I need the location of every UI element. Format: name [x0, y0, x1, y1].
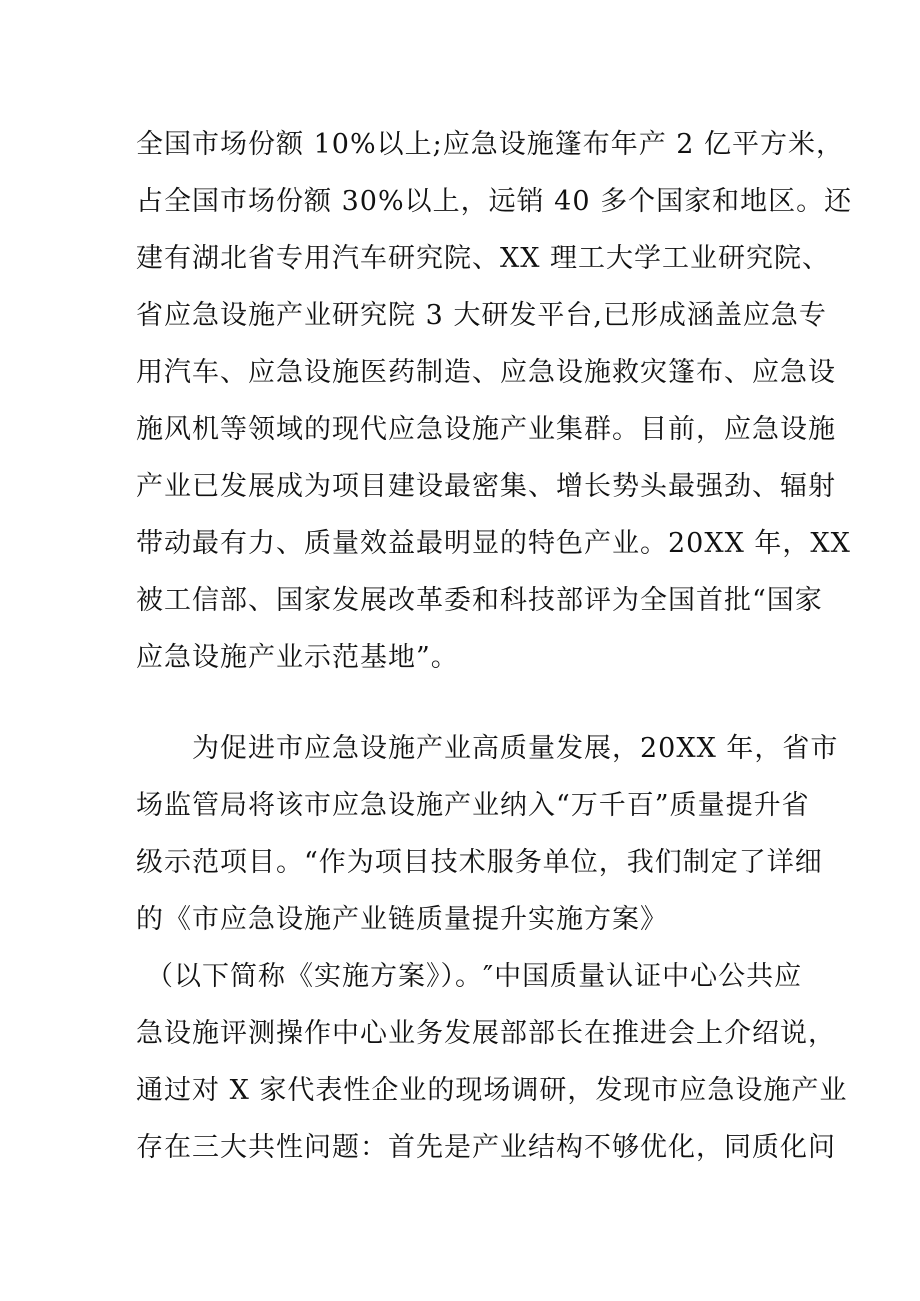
- text-line-18: 存在三大共性问题：首先是产业结构不够优化，同质化问: [136, 1132, 836, 1163]
- text-line-5: 用汽车、应急设施医药制造、应急设施救灾篷布、应急设: [136, 357, 836, 388]
- text-line-6: 施风机等领域的现代应急设施产业集群。目前，应急设施: [136, 414, 836, 445]
- text-line-7: 产业已发展成为项目建设最密集、增长势头最强劲、辐射: [136, 471, 836, 502]
- text-line-4: 省应急设施产业研究院 3 大研发平台,已形成涵盖应急专: [136, 300, 827, 331]
- text-line-12: 场监管局将该市应急设施产业纳入“万千百”质量提升省: [136, 790, 810, 821]
- text-line-3: 建有湖北省专用汽车研究院、XX 理工大学工业研究院、: [136, 243, 831, 274]
- text-line-16: 急设施评测操作中心业务发展部部长在推进会上介绍说，: [136, 1018, 836, 1049]
- text-line-10: 应急设施产业示范基地”。: [136, 642, 459, 673]
- text-line-14: 的《市应急设施产业链质量提升实施方案》: [136, 904, 668, 935]
- text-line-13: 级示范项目。“作为项目技术服务单位，我们制定了详细: [136, 847, 823, 878]
- text-line-11-paragraph-start: 为促进市应急设施产业高质量发展，20XX 年，省市: [192, 733, 839, 764]
- text-line-2: 占全国市场份额 30%以上，远销 40 多个国家和地区。还: [136, 186, 853, 217]
- text-line-9: 被工信部、国家发展改革委和科技部评为全国首批“国家: [136, 585, 823, 616]
- text-line-8: 带动最有力、质量效益最明显的特色产业。20XX 年，XX: [136, 528, 851, 559]
- text-line-15: （以下简称《实施方案》）。″中国质量认证中心公共应: [146, 961, 803, 992]
- text-line-1: 全国市场份额 10%以上;应急设施篷布年产 2 亿平方米，: [136, 129, 845, 160]
- text-line-17: 通过对 X 家代表性企业的现场调研，发现市应急设施产业: [136, 1075, 848, 1106]
